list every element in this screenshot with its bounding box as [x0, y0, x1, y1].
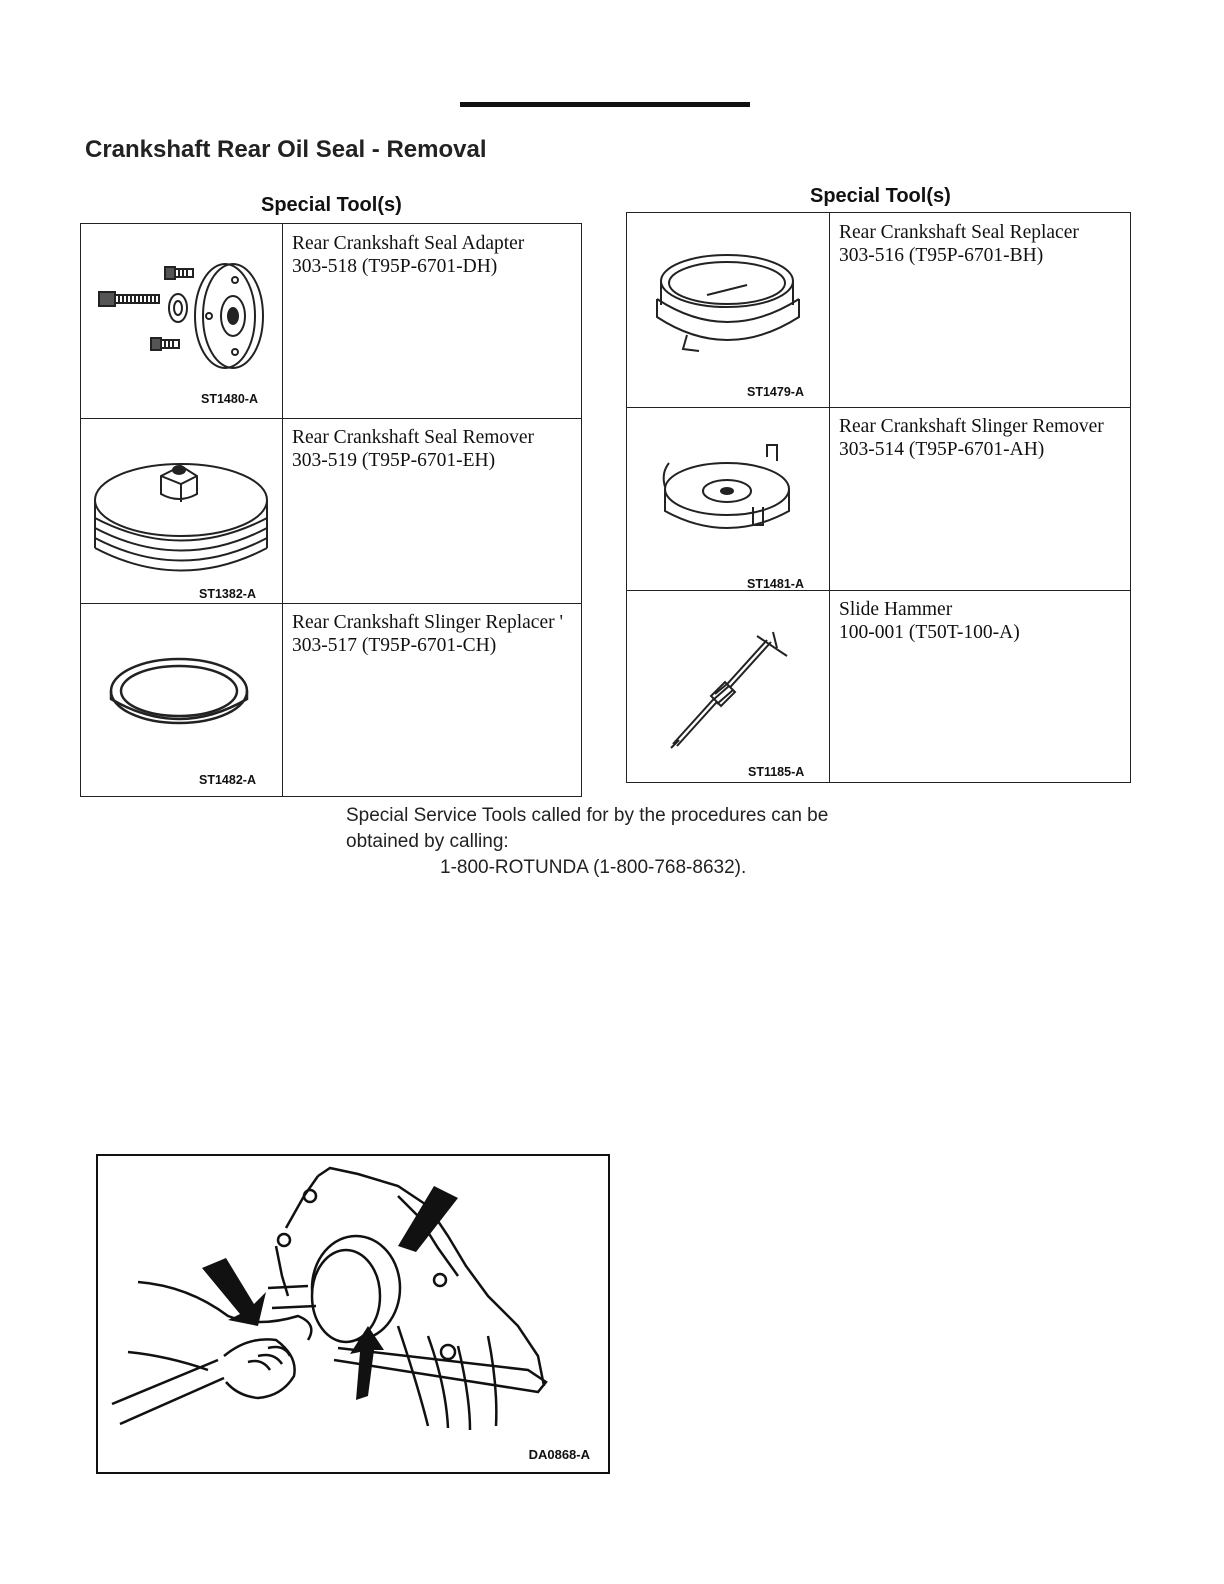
tool-part-number: 303-519 (T95P-6701-EH): [292, 450, 496, 471]
tool-description: [830, 590, 1130, 782]
service-note-line1: Special Service Tools called for by the procedures can be: [346, 805, 829, 826]
tool-description: [830, 407, 1130, 590]
tool-code: ST1481-A: [747, 577, 804, 591]
tool-name: Rear Crankshaft Slinger Remover: [839, 416, 1104, 437]
tool-code: ST1482-A: [199, 773, 256, 787]
tool-name: Rear Crankshaft Seal Remover: [292, 427, 535, 448]
special-tools-heading-left: Special Tool(s): [261, 194, 402, 216]
service-note-line2: obtained by calling:: [346, 831, 509, 852]
tool-part-number: 303-514 (T95P-6701-AH): [839, 439, 1045, 460]
tool-code: ST1382-A: [199, 587, 256, 601]
tool-description: [283, 603, 581, 796]
tool-description: [283, 224, 581, 418]
slide-hammer-icon: [627, 590, 830, 782]
tool-name: Slide Hammer: [839, 599, 953, 620]
left-tools-table: [80, 223, 582, 797]
slinger-replacer-icon: [81, 603, 283, 796]
top-rule: [460, 102, 750, 107]
phone-number: 1-800-ROTUNDA (1-800-768-8632).: [440, 857, 747, 878]
right-tools-table: [626, 212, 1131, 783]
seal-removal-illustration: [98, 1156, 607, 1471]
tool-code: ST1480-A: [201, 392, 258, 406]
figure-code: DA0868-A: [528, 1447, 590, 1462]
tool-part-number: 303-518 (T95P-6701-DH): [292, 256, 498, 277]
tool-part-number: 100-001 (T50T-100-A): [839, 622, 1020, 643]
seal-replacer-icon: [627, 213, 830, 407]
seal-adapter-icon: [81, 224, 283, 418]
service-note: [346, 803, 828, 881]
tool-code: ST1185-A: [748, 765, 805, 779]
tool-description: [830, 213, 1130, 407]
tool-code: ST1479-A: [747, 385, 804, 399]
seal-remover-icon: [81, 418, 283, 603]
removal-figure: [96, 1154, 610, 1474]
tool-description: [283, 418, 581, 603]
slinger-remover-icon: [627, 407, 830, 590]
tool-part-number: 303-517 (T95P-6701-CH): [292, 635, 497, 656]
tool-part-number: 303-516 (T95P-6701-BH): [839, 245, 1044, 266]
section-title: Crankshaft Rear Oil Seal - Removal: [85, 136, 487, 163]
tool-name: Rear Crankshaft Seal Adapter: [292, 233, 525, 254]
tool-name: Rear Crankshaft Slinger Replacer ': [292, 612, 564, 633]
tool-name: Rear Crankshaft Seal Replacer: [839, 222, 1079, 243]
special-tools-heading-right: Special Tool(s): [810, 185, 951, 207]
